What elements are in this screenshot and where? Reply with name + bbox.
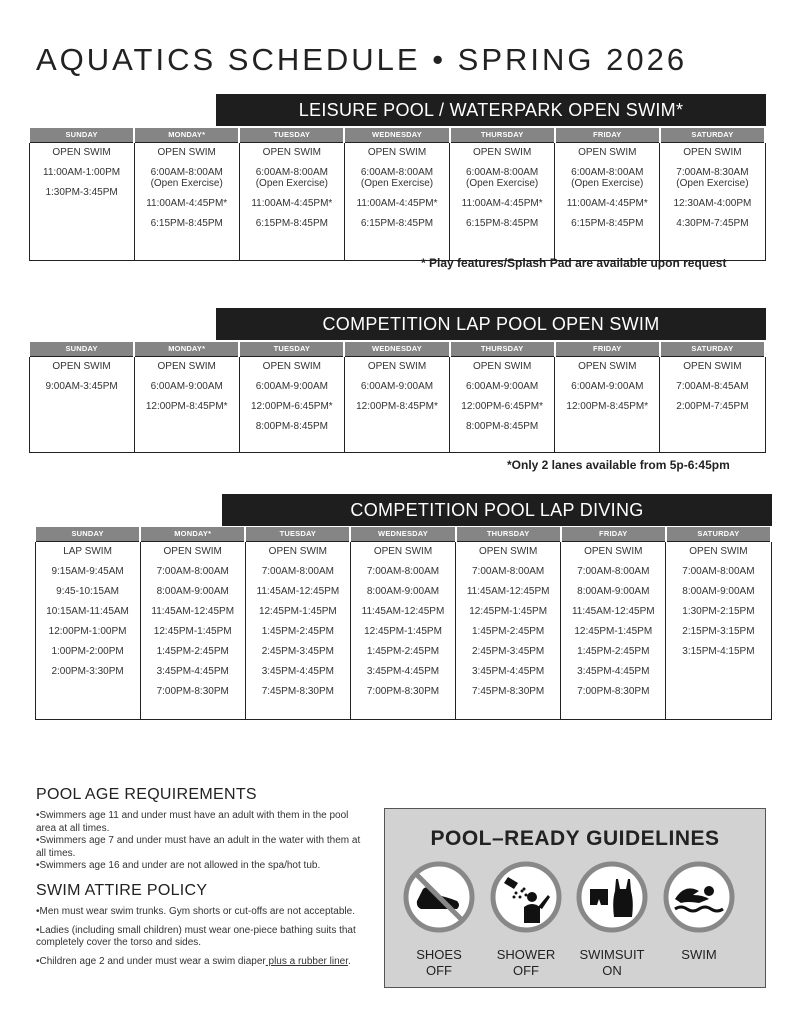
time-slot: 8:00AM-9:00AM — [682, 585, 755, 597]
time-slot: 8:00AM-9:00AM — [366, 585, 440, 597]
day-header: SUNDAY — [29, 342, 134, 356]
age-rule: •Swimmers age 7 and under must have an adult in the water with them at all times. — [36, 835, 361, 859]
time-slot: OPEN SWIM — [367, 146, 427, 158]
time-slot: 7:00PM-8:30PM — [577, 685, 650, 697]
attire-rule: •Children age 2 and under must wear a swim diaper plus a rubber liner. — [36, 955, 351, 967]
time-slot: OPEN SWIM — [683, 360, 742, 372]
day-cell — [555, 356, 660, 452]
day-header: SATURDAY — [666, 527, 771, 541]
time-slot: 11:00AM-4:45PM* — [146, 197, 228, 209]
time-slot: OPEN SWIM — [52, 360, 111, 372]
time-slot: 11:00AM-4:45PM* — [566, 197, 648, 209]
time-slot: 3:45PM-4:45PM — [261, 665, 334, 677]
time-slot: 1:45PM-2:45PM — [156, 645, 229, 657]
time-slot: 3:45PM-4:45PM — [156, 665, 229, 677]
day-header: THURSDAY — [450, 128, 555, 142]
time-slot: OPEN SWIM — [472, 146, 532, 158]
time-slot: 12:45PM-1:45PM — [364, 625, 442, 637]
time-slot: 11:45AM-12:45PM — [571, 605, 655, 617]
time-slot: 6:00AM-9:00AM — [150, 380, 223, 392]
day-header: MONDAY* — [134, 342, 239, 356]
swim-label: SWIM — [681, 947, 717, 962]
day-cell — [29, 142, 134, 260]
day-cell — [450, 142, 555, 260]
day-header: FRIDAY — [555, 128, 660, 142]
schedule-row — [35, 541, 771, 719]
attire-policy-list — [36, 906, 366, 968]
day-header-row — [29, 128, 765, 142]
day-header: THURSDAY — [456, 527, 561, 541]
time-slot: 12:00PM-1:00PM — [48, 625, 127, 637]
time-slot: 7:00AM-8:00AM — [366, 565, 440, 577]
leisure-footnote: * Play features/Splash Pad are available upon request — [421, 256, 727, 270]
time-slot: 6:00AM-9:00AM — [360, 380, 434, 392]
time-slot: 11:00AM-4:45PM* — [461, 197, 543, 209]
time-slot: 2:45PM-3:45PM — [472, 645, 545, 657]
time-slot: 4:30PM-7:45PM — [676, 217, 749, 229]
time-slot: OPEN SWIM — [367, 360, 427, 372]
time-slot: 1:30PM-2:15PM — [682, 605, 755, 617]
day-header: MONDAY* — [140, 527, 245, 541]
time-slot: 1:45PM-2:45PM — [366, 645, 440, 657]
time-slot: OPEN SWIM — [163, 545, 222, 557]
time-slot: 11:45AM-12:45PM — [466, 585, 550, 597]
day-header: THURSDAY — [450, 342, 555, 356]
time-slot: 7:00AM-8:30AM — [676, 166, 749, 178]
time-slot: 8:00AM-9:00AM — [577, 585, 650, 597]
time-slot: OPEN SWIM — [157, 146, 216, 158]
time-slot: 1:30PM-3:45PM — [45, 186, 118, 198]
time-slot: 6:15PM-8:45PM — [466, 217, 539, 229]
time-slot: 8:00AM-9:00AM — [156, 585, 229, 597]
day-header: TUESDAY — [239, 342, 344, 356]
day-header: SATURDAY — [660, 342, 765, 356]
no-shoes-icon — [403, 861, 475, 933]
day-header: SATURDAY — [660, 128, 765, 142]
day-header-row — [35, 527, 771, 541]
time-slot: 3:45PM-4:45PM — [366, 665, 440, 677]
time-slot: OPEN SWIM — [689, 545, 748, 557]
time-slot: 7:00AM-8:00AM — [682, 565, 755, 577]
time-slot: 6:00AM-8:00AM — [466, 166, 539, 178]
time-slot: 11:00AM-4:45PM* — [251, 197, 333, 209]
time-slot: 6:00AM-8:00AM — [571, 166, 644, 178]
time-slot: 11:00AM-1:00PM — [43, 166, 121, 178]
day-cell — [450, 356, 555, 452]
swimmer-icon — [663, 861, 735, 933]
time-slot: 12:45PM-1:45PM — [469, 605, 548, 617]
time-slot: 6:15PM-8:45PM — [571, 217, 644, 229]
time-slot: 6:00AM-8:00AM — [255, 166, 328, 178]
day-header: WEDNESDAY — [344, 342, 449, 356]
time-slot: 7:45PM-8:30PM — [472, 685, 545, 697]
time-slot: (Open Exercise) — [676, 177, 749, 189]
time-slot: 8:00PM-8:45PM — [466, 420, 539, 432]
time-slot: 6:15PM-8:45PM — [255, 217, 328, 229]
time-slot: 11:45AM-12:45PM — [361, 605, 445, 617]
day-cell — [239, 142, 344, 260]
time-slot: 6:00AM-9:00AM — [571, 380, 644, 392]
day-cell — [134, 142, 239, 260]
time-slot: 12:00PM-6:45PM* — [461, 400, 543, 412]
day-header: SUNDAY — [35, 527, 140, 541]
day-header: TUESDAY — [245, 527, 350, 541]
day-header: SUNDAY — [29, 128, 134, 142]
age-rule: •Swimmers age 11 and under must have an adult with them in the pool area at all times. — [36, 810, 349, 834]
time-slot: 1:45PM-2:45PM — [577, 645, 650, 657]
day-header: TUESDAY — [239, 128, 344, 142]
guidelines-title: POOL–READY GUIDELINES — [430, 827, 720, 850]
day-cell — [456, 541, 561, 719]
schedule-row — [29, 142, 765, 260]
time-slot: 7:00PM-8:30PM — [366, 685, 440, 697]
time-slot: 1:45PM-2:45PM — [261, 625, 334, 637]
time-slot: 10:15AM-11:45AM — [46, 605, 129, 617]
time-slot: 9:45-10:15AM — [56, 585, 119, 597]
swimsuit-on-label: SWIMSUIT ON — [579, 947, 645, 978]
day-cell — [35, 541, 140, 719]
time-slot: 2:00PM-3:30PM — [51, 665, 124, 677]
day-header: FRIDAY — [561, 527, 666, 541]
day-cell — [344, 142, 449, 260]
day-cell — [555, 142, 660, 260]
age-rule: •Swimmers age 16 and under are not allowed in the spa/hot tub. — [36, 860, 321, 871]
time-slot: 2:15PM-3:15PM — [682, 625, 755, 637]
time-slot: 12:00PM-6:45PM* — [250, 400, 333, 412]
day-header: FRIDAY — [555, 342, 660, 356]
day-cell — [660, 142, 765, 260]
time-slot: 6:00AM-9:00AM — [255, 380, 328, 392]
time-slot: (Open Exercise) — [571, 177, 644, 189]
time-slot: 9:15AM-9:45AM — [51, 565, 124, 577]
day-header: WEDNESDAY — [350, 527, 455, 541]
time-slot: 12:00PM-8:45PM* — [145, 400, 228, 412]
age-requirements-heading: POOL AGE REQUIREMENTS — [36, 786, 257, 803]
time-slot: 7:00AM-8:45AM — [676, 380, 749, 392]
time-slot: OPEN SWIM — [472, 360, 532, 372]
swimsuit-icon — [576, 861, 648, 933]
time-slot: 6:15PM-8:45PM — [360, 217, 434, 229]
time-slot: (Open Exercise) — [255, 177, 328, 189]
day-cell — [29, 356, 134, 452]
time-slot: 7:00AM-8:00AM — [156, 565, 229, 577]
time-slot: 2:00PM-7:45PM — [676, 400, 749, 412]
attire-policy-heading: SWIM ATTIRE POLICY — [36, 882, 208, 899]
schedule-row — [29, 356, 765, 452]
time-slot: OPEN SWIM — [373, 545, 433, 557]
time-slot: 3:45PM-4:45PM — [577, 665, 650, 677]
time-slot: 11:00AM-4:45PM* — [356, 197, 438, 209]
time-slot: (Open Exercise) — [150, 177, 223, 189]
day-cell — [134, 356, 239, 452]
time-slot: OPEN SWIM — [478, 545, 538, 557]
time-slot: 11:45AM-12:45PM — [256, 585, 340, 597]
time-slot: 12:30AM-4:00PM — [673, 197, 752, 209]
day-cell — [561, 541, 666, 719]
day-header-row — [29, 342, 765, 356]
time-slot: (Open Exercise) — [466, 177, 539, 189]
time-slot: 7:00AM-8:00AM — [472, 565, 545, 577]
time-slot: OPEN SWIM — [683, 146, 742, 158]
attire-rule: •Ladies (including small children) must wear one-piece bathing suits that completely cover the torso and sides. — [36, 924, 356, 948]
day-cell — [239, 356, 344, 452]
time-slot: 6:00AM-8:00AM — [150, 166, 223, 178]
time-slot: OPEN SWIM — [584, 545, 643, 557]
time-slot: OPEN SWIM — [578, 360, 637, 372]
day-cell — [140, 541, 245, 719]
diving-banner: COMPETITION POOL LAP DIVING — [222, 494, 772, 526]
time-slot: OPEN SWIM — [262, 146, 322, 158]
shower-icon — [490, 861, 562, 933]
day-cell — [350, 541, 455, 719]
time-slot: 1:45PM-2:45PM — [472, 625, 545, 637]
time-slot: OPEN SWIM — [268, 545, 328, 557]
time-slot: 7:00PM-8:30PM — [156, 685, 229, 697]
time-slot: 7:00AM-8:00AM — [577, 565, 650, 577]
lap-footnote: *Only 2 lanes available from 5p-6:45pm — [507, 458, 730, 472]
time-slot: 7:45PM-8:30PM — [261, 685, 334, 697]
diving-schedule-table — [34, 527, 772, 720]
day-cell — [344, 356, 449, 452]
day-header: MONDAY* — [134, 128, 239, 142]
time-slot: (Open Exercise) — [360, 177, 434, 189]
attire-rule: •Men must wear swim trunks. Gym shorts or cut-offs are not acceptable. — [36, 906, 355, 917]
leisure-banner: LEISURE POOL / WATERPARK OPEN SWIM* — [216, 94, 766, 126]
age-requirements-list — [36, 810, 366, 873]
pool-ready-guidelines — [384, 808, 766, 988]
lap-banner: COMPETITION LAP POOL OPEN SWIM — [216, 308, 766, 340]
time-slot: 7:00AM-8:00AM — [261, 565, 334, 577]
time-slot: 1:00PM-2:00PM — [51, 645, 124, 657]
time-slot: 3:45PM-4:45PM — [472, 665, 545, 677]
time-slot: 8:00PM-8:45PM — [255, 420, 328, 432]
time-slot: OPEN SWIM — [157, 360, 216, 372]
time-slot: 6:00AM-8:00AM — [360, 166, 434, 178]
time-slot: 12:00PM-8:45PM* — [356, 400, 438, 412]
time-slot: OPEN SWIM — [578, 146, 637, 158]
lap-schedule-table — [28, 342, 766, 453]
time-slot: 6:15PM-8:45PM — [150, 217, 223, 229]
time-slot: 2:45PM-3:45PM — [261, 645, 334, 657]
day-cell — [666, 541, 771, 719]
day-cell — [245, 541, 350, 719]
time-slot: 12:45PM-1:45PM — [574, 625, 653, 637]
time-slot: 12:45PM-1:45PM — [258, 605, 337, 617]
time-slot: OPEN SWIM — [262, 360, 322, 372]
day-cell — [660, 356, 765, 452]
time-slot: 12:00PM-8:45PM* — [566, 400, 649, 412]
time-slot: LAP SWIM — [63, 545, 112, 557]
time-slot: 3:15PM-4:15PM — [682, 645, 755, 657]
time-slot: 9:00AM-3:45PM — [45, 380, 118, 392]
day-header: WEDNESDAY — [344, 128, 449, 142]
page-title: AQUATICS SCHEDULE • SPRING 2026 — [36, 42, 688, 77]
time-slot: 6:00AM-9:00AM — [466, 380, 539, 392]
shower-label: SHOWER OFF — [496, 947, 556, 978]
time-slot: 11:45AM-12:45PM — [151, 605, 235, 617]
time-slot: OPEN SWIM — [52, 146, 111, 158]
time-slot: 12:45PM-1:45PM — [153, 625, 232, 637]
leisure-schedule-table — [28, 128, 766, 261]
shoes-off-label: SHOES OFF — [416, 947, 462, 978]
